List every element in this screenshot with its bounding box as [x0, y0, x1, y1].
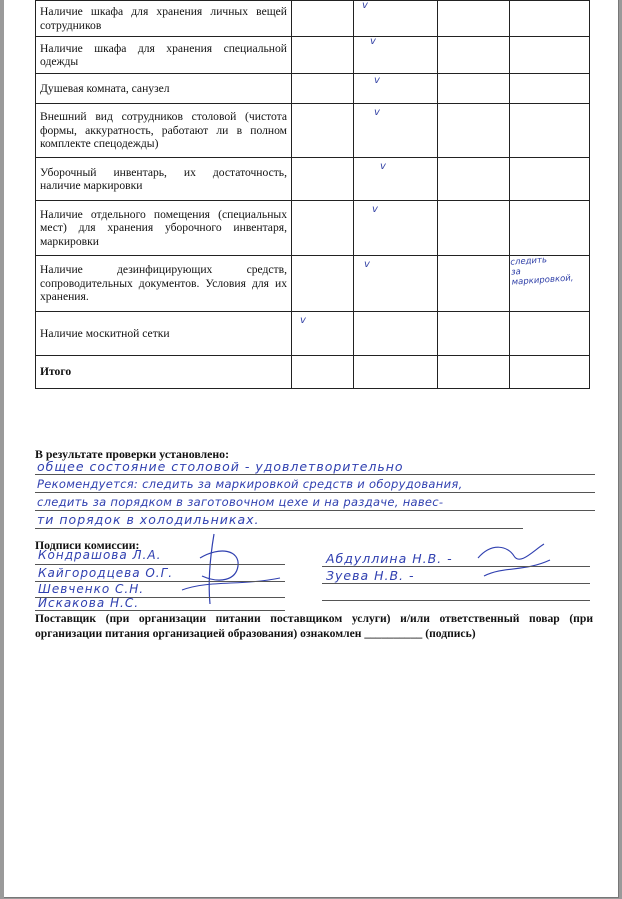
mark-cell	[292, 104, 354, 158]
mark-cell	[354, 256, 438, 312]
empty-cell	[438, 1, 510, 37]
mark-cell	[292, 158, 354, 201]
mark-cell	[292, 201, 354, 256]
result-heading: В результате проверки установлено:	[35, 447, 230, 461]
signature-rule	[322, 583, 590, 584]
mark-cell	[354, 1, 438, 37]
table-row	[36, 37, 590, 74]
checklist-table	[35, 0, 590, 389]
mark-cell	[354, 312, 438, 356]
signature-scribble	[180, 528, 290, 608]
result-line: ти порядок в холодильниках.	[37, 512, 260, 527]
empty-cell	[438, 37, 510, 74]
mark-cell	[354, 37, 438, 74]
mark-cell	[292, 37, 354, 74]
check-mark: v	[370, 36, 376, 47]
check-mark: v	[362, 0, 368, 11]
empty-cell	[510, 74, 590, 104]
empty-cell	[354, 356, 438, 389]
empty-cell	[510, 201, 590, 256]
signature-rule	[35, 564, 285, 565]
empty-cell	[438, 201, 510, 256]
check-mark: v	[374, 75, 380, 86]
empty-cell	[510, 158, 590, 201]
note-cell	[510, 256, 590, 312]
row-label: Наличие москитной сетки	[36, 312, 292, 356]
empty-cell	[438, 158, 510, 201]
result-line: Рекомендуется: следить за маркировкой средств и оборудования,	[37, 477, 463, 491]
commission-member: Кайгородцева О.Г.	[38, 566, 174, 580]
check-mark: v	[374, 107, 380, 118]
mark-cell	[292, 312, 354, 356]
empty-cell	[510, 104, 590, 158]
empty-cell	[510, 37, 590, 74]
mark-cell	[292, 74, 354, 104]
check-mark: v	[364, 259, 370, 270]
signature-rule	[322, 600, 590, 601]
mark-cell	[354, 158, 438, 201]
commission-member: Абдуллина Н.В. -	[326, 551, 453, 566]
check-mark: v	[380, 161, 386, 172]
commission-member: Кондрашова Л.А.	[38, 548, 162, 562]
row-label: Уборочный инвентарь, их достаточность, наличие маркировки	[36, 158, 292, 201]
mark-cell	[354, 201, 438, 256]
table-row	[36, 104, 590, 158]
empty-cell	[510, 356, 590, 389]
check-mark: v	[372, 204, 378, 215]
empty-cell	[438, 256, 510, 312]
signature-scribble	[474, 536, 554, 586]
empty-cell	[438, 312, 510, 356]
mark-cell	[354, 74, 438, 104]
empty-cell	[292, 356, 354, 389]
check-mark: v	[300, 315, 306, 326]
table-row	[36, 158, 590, 201]
empty-cell	[438, 104, 510, 158]
empty-cell	[438, 74, 510, 104]
empty-cell	[510, 1, 590, 37]
table-row	[36, 312, 590, 356]
row-label: Наличие дезинфицирующих средств, сопроводительных документов. Условия для их хранения.	[36, 256, 292, 312]
result-line: общее состояние столовой - удовлетворительно	[37, 459, 404, 474]
mark-cell	[354, 104, 438, 158]
table-row	[36, 74, 590, 104]
row-label: Душевая комната, санузел	[36, 74, 292, 104]
row-label: Наличие шкафа для хранения личных вещей сотрудников	[36, 1, 292, 37]
row-label: Внешний вид сотрудников столовой (чистота формы, аккуратность, работают ли в полном комплекте спецодежды)	[36, 104, 292, 158]
commission-member: Зуева Н.В. -	[326, 568, 415, 583]
row-label: Наличие отдельного помещения (специальных мест) для хранения уборочного инвентаря, маркировки	[36, 201, 292, 256]
mark-cell	[292, 1, 354, 37]
empty-cell	[510, 312, 590, 356]
commission-member: Шевченко С.Н.	[38, 582, 145, 596]
table-row	[36, 256, 590, 312]
document-page	[4, 0, 619, 898]
commission-member: Искакова Н.С.	[38, 596, 140, 610]
empty-cell	[438, 356, 510, 389]
handwritten-note: следить за маркировкой,	[510, 255, 574, 288]
footer-acknowledgement: Поставщик (при организации питании поставщиком услуги) и/или ответственный повар (при организации питания организацией образования) ознакомлен __________ (подпись)	[35, 612, 593, 640]
row-label: Наличие шкафа для хранения специальной одежды	[36, 37, 292, 74]
commission-heading: Подписи комиссии:	[35, 538, 140, 552]
table-row	[36, 1, 590, 37]
result-line: следить за порядком в заготовочном цехе и на раздаче, навес-	[37, 495, 444, 509]
total-label: Итого	[36, 356, 292, 389]
signature-rule	[322, 566, 590, 567]
mark-cell	[292, 256, 354, 312]
table-row	[36, 356, 590, 389]
table-row	[36, 201, 590, 256]
